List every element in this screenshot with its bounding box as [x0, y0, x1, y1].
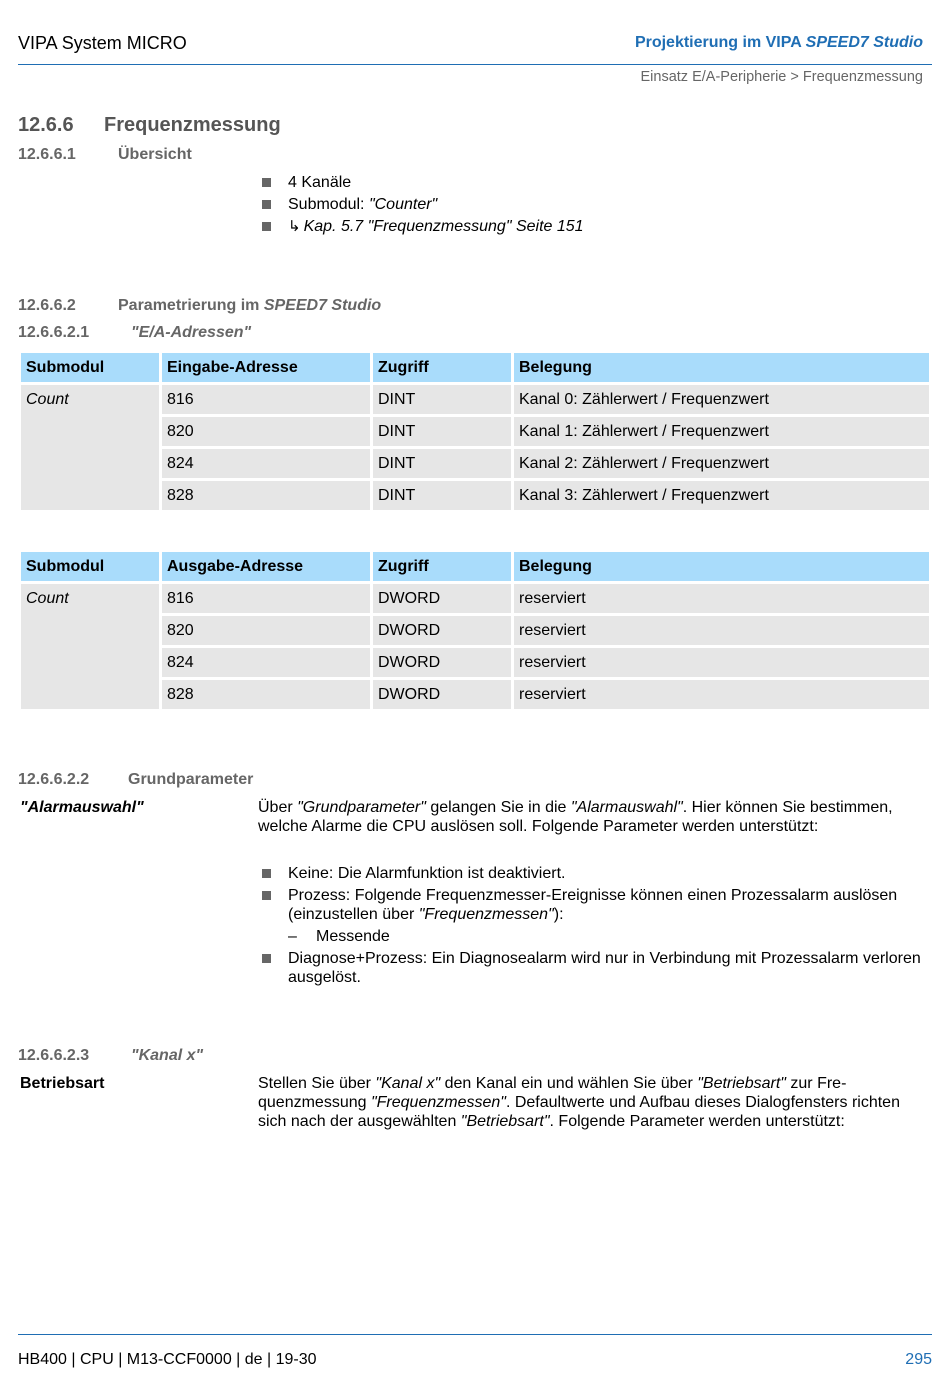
table-cell: DWORD [373, 648, 511, 677]
column-header: Submodul [21, 353, 159, 382]
subsection-title: "Kanal x" [131, 1047, 204, 1064]
table-cell: 820 [162, 417, 370, 446]
table-cell: DINT [373, 481, 511, 510]
table-row [21, 385, 929, 414]
table-cell: 820 [162, 616, 370, 645]
column-header: Submodul [21, 552, 159, 581]
list-item: – Messende [288, 928, 390, 945]
subsection-title: Grundparameter [128, 771, 254, 788]
table-cell: 816 [162, 385, 370, 414]
table-cell: 828 [162, 481, 370, 510]
table-cell: DINT [373, 417, 511, 446]
table-cell: 816 [162, 584, 370, 613]
table-cell: 824 [162, 449, 370, 478]
input-address-table [18, 350, 932, 513]
submodule-cell: Count [21, 385, 159, 510]
column-header: Eingabe-Adresse [162, 353, 370, 382]
list-item: Diagnose+Prozess: Ein Diagnosealarm wird nur in Verbindung mit Prozessalarm verloren ausgelöst. [260, 949, 932, 987]
arrow-link-icon: ↳ [288, 218, 301, 235]
submodule-cell: Count [21, 584, 159, 709]
table-cell: DWORD [373, 616, 511, 645]
section-title: Frequenzmessung [104, 114, 281, 136]
betriebsart-text: Stellen Sie über "Kanal x" den Kanal ein und wählen Sie über "Betriebsart" zur Frequenzmessung "Frequenzmessen". Defaultwerte und Aufbau dieses Dialogfensters richten sich nach der ausgewählten "Betriebsart". Folgende Parameter werden unterstützt: [258, 1075, 900, 1130]
alarm-options-list [260, 864, 932, 990]
bullet-square-icon [262, 222, 271, 231]
column-header: Zugriff [373, 353, 511, 382]
table-cell: DINT [373, 449, 511, 478]
column-header: Belegung [514, 552, 929, 581]
list-item[interactable] [260, 217, 584, 236]
section-number: 12.6.6 [18, 114, 74, 136]
header-title: VIPA System MICRO [18, 33, 187, 53]
overview-list [260, 173, 584, 239]
subsection-number: 12.6.6.1 [18, 146, 76, 163]
subsection-number: 12.6.6.2.1 [18, 324, 90, 341]
bullet-square-icon [262, 891, 271, 900]
table-cell: reserviert [514, 680, 929, 709]
table-cell: DWORD [373, 680, 511, 709]
table-cell: reserviert [514, 648, 929, 677]
table-cell: DINT [373, 385, 511, 414]
table-cell: Kanal 1: Zählerwert / Frequenzwert [514, 417, 929, 446]
bullet-square-icon [262, 869, 271, 878]
header-divider [18, 64, 932, 65]
table-cell: Kanal 2: Zählerwert / Frequenzwert [514, 449, 929, 478]
table-header-row [21, 552, 929, 581]
column-header: Zugriff [373, 552, 511, 581]
table-cell: Kanal 0: Zählerwert / Frequenzwert [514, 385, 929, 414]
parameter-label: Betriebsart [20, 1075, 105, 1092]
parameter-label: "Alarmauswahl" [20, 799, 144, 816]
subsection-number: 12.6.6.2.3 [18, 1047, 90, 1064]
subsection-title: Parametrierung im SPEED7 Studio [118, 297, 382, 314]
subsection-title: Übersicht [118, 146, 192, 163]
page-number: 295 [905, 1351, 932, 1368]
document-id: HB400 | CPU | M13-CCF0000 | de | 19-30 [18, 1351, 317, 1368]
cross-reference-link[interactable]: Kap. 5.7 "Frequenzmessung" Seite 151 [303, 218, 584, 235]
column-header: Ausgabe-Adresse [162, 552, 370, 581]
table-cell: 828 [162, 680, 370, 709]
chapter-title: Projektierung im VIPA SPEED7 Studio [634, 34, 923, 51]
subsection-number: 12.6.6.2 [18, 297, 76, 314]
table-cell: Kanal 3: Zählerwert / Frequenzwert [514, 481, 929, 510]
table-header-row [21, 353, 929, 382]
subsection-title: "E/A-Adressen" [131, 324, 252, 341]
footer-divider [18, 1334, 932, 1335]
table-cell: reserviert [514, 584, 929, 613]
bullet-square-icon [262, 178, 271, 187]
table-row [21, 584, 929, 613]
output-address-table [18, 549, 932, 712]
table-cell: reserviert [514, 616, 929, 645]
list-item: 4 Kanäle [260, 173, 584, 192]
list-item: Prozess: Folgende Frequenzmesser-Ereignisse können einen Prozessalarm auslösen (einzustellen über "Frequenzmessen"): [260, 886, 932, 924]
column-header: Belegung [514, 353, 929, 382]
table-cell: 824 [162, 648, 370, 677]
alarm-intro-text: Über "Grundparameter" gelangen Sie in die "Alarmauswahl". Hier können Sie bestimmen, welche Alarme die CPU auslösen soll. Folgende Parameter werden unterstützt: [258, 799, 893, 835]
breadcrumb: Einsatz E/A-Peripherie > Frequenzmessung [640, 69, 923, 85]
bullet-square-icon [262, 200, 271, 209]
dash-marker: – [288, 928, 297, 945]
subsection-number: 12.6.6.2.2 [18, 771, 90, 788]
bullet-square-icon [262, 954, 271, 963]
list-item: Submodul: "Counter" [260, 195, 584, 214]
table-cell: DWORD [373, 584, 511, 613]
list-item: Keine: Die Alarmfunktion ist deaktiviert. [260, 864, 932, 883]
